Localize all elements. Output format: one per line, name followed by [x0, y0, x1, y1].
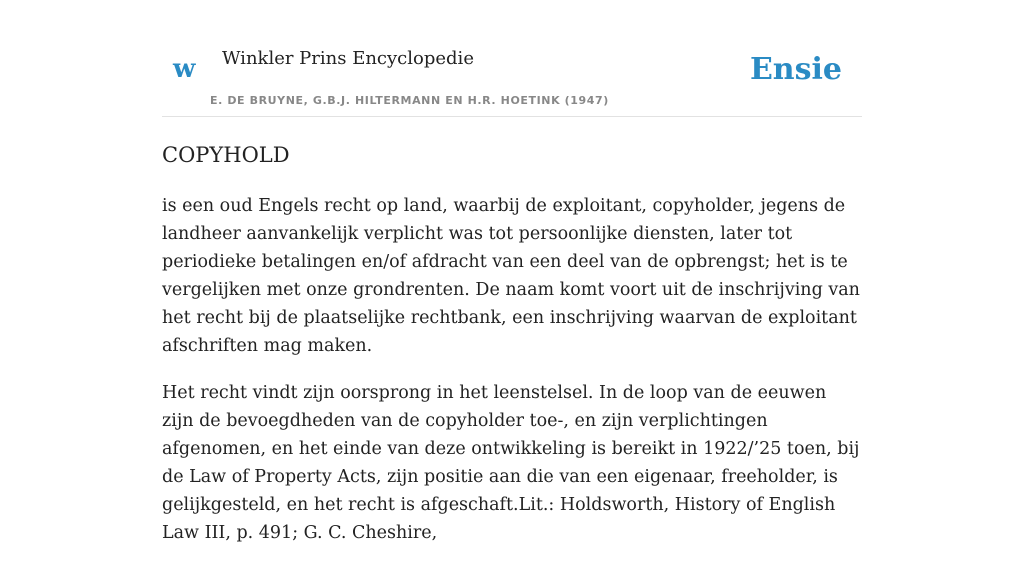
- article-title: COPYHOLD: [162, 143, 290, 167]
- source-header: [162, 0, 862, 117]
- source-title-link[interactable]: Winkler Prins Encyclopedie: [222, 48, 474, 69]
- source-authors: E. DE BRUYNE, G.B.J. HILTERMANN EN H.R. HOETINK (1947): [210, 94, 609, 107]
- ensie-logo-link[interactable]: Ensie: [749, 52, 842, 87]
- article-body: [162, 192, 862, 566]
- source-logo[interactable]: w: [173, 54, 196, 84]
- article-paragraph: Het recht vindt zijn oorsprong in het leenstelsel. In de loop van de eeuwen zijn de bevoegdheden van de copyholder toe-, en zijn verplichtingen afgenomen, en het einde van deze ontwikkeling is bereikt in 1922/’25 toen, bij de Law of Property Acts, zijn positie aan die van een eigenaar, freeholder, is gelijkgesteld, en het recht is afgeschaft.Lit.: Holdsworth, History of English Law III, p. 491; G. C. Cheshire,: [162, 383, 860, 543]
- article-paragraph: is een oud Engels recht op land, waarbij de exploitant, copyholder, jegens de landheer aanvankelijk verplicht was tot persoonlijke diensten, later tot periodieke betalingen en/of afdracht van een deel van de opbrengst; het is te vergelijken met onze grondrenten. De naam komt voort uit de inschrijving van het recht bij de plaatselijke rechtbank, een inschrijving waarvan de exploitant afschriften mag maken.: [162, 196, 860, 356]
